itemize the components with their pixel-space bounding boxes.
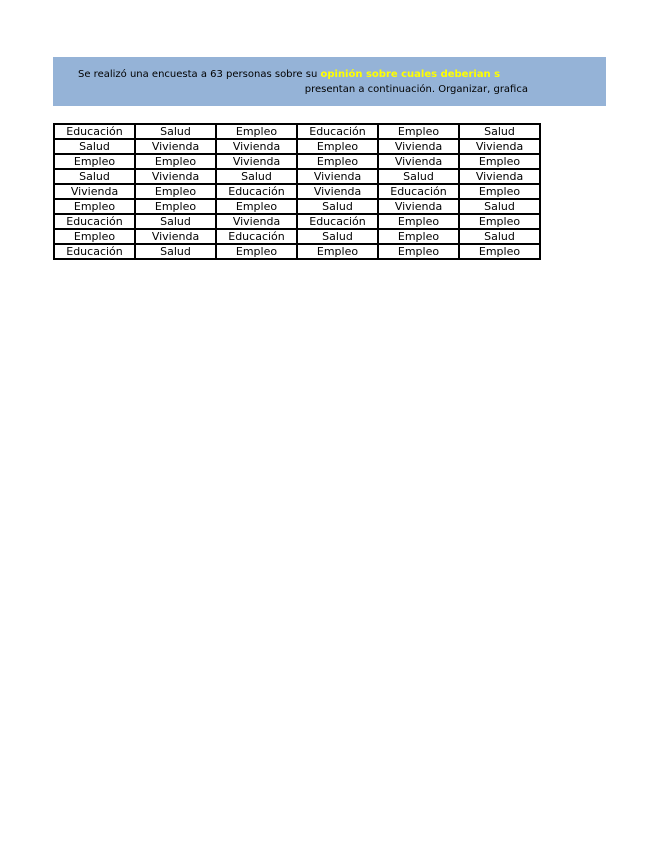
table-cell[interactable]: Salud: [459, 199, 540, 214]
table-row: [54, 229, 540, 244]
table-cell[interactable]: Empleo: [297, 139, 378, 154]
table-row: [54, 199, 540, 214]
table-cell[interactable]: Salud: [135, 214, 216, 229]
table-cell[interactable]: Vivienda: [459, 169, 540, 184]
table-cell[interactable]: Empleo: [459, 214, 540, 229]
banner-line-1-prefix: Se realizó una encuesta a 63 personas sobre su: [78, 69, 321, 80]
table-cell[interactable]: Vivienda: [135, 139, 216, 154]
table-cell[interactable]: Educación: [297, 214, 378, 229]
survey-responses-table: [53, 123, 541, 260]
table-cell[interactable]: Vivienda: [297, 184, 378, 199]
banner-line-1: [78, 68, 528, 81]
table-cell[interactable]: Educación: [378, 184, 459, 199]
table-row: [54, 214, 540, 229]
table-cell[interactable]: Empleo: [459, 244, 540, 259]
table-cell[interactable]: Empleo: [135, 184, 216, 199]
table-cell[interactable]: Educación: [216, 184, 297, 199]
table-cell[interactable]: Vivienda: [378, 154, 459, 169]
table-cell[interactable]: Vivienda: [378, 199, 459, 214]
table-cell[interactable]: Salud: [54, 169, 135, 184]
table-cell[interactable]: Salud: [378, 169, 459, 184]
table-cell[interactable]: Empleo: [216, 244, 297, 259]
table-cell[interactable]: Educación: [54, 214, 135, 229]
table-cell[interactable]: Vivienda: [378, 139, 459, 154]
table-cell[interactable]: Salud: [135, 244, 216, 259]
table-row: [54, 244, 540, 259]
table-cell[interactable]: Salud: [135, 124, 216, 139]
table-cell[interactable]: Vivienda: [216, 139, 297, 154]
table-cell[interactable]: Empleo: [297, 154, 378, 169]
table-row: [54, 154, 540, 169]
table-cell[interactable]: Salud: [297, 229, 378, 244]
table-cell[interactable]: Vivienda: [297, 169, 378, 184]
table-row: [54, 169, 540, 184]
table-row: [54, 124, 540, 139]
table-cell[interactable]: Empleo: [378, 214, 459, 229]
table-cell[interactable]: Vivienda: [216, 214, 297, 229]
table-cell[interactable]: Salud: [54, 139, 135, 154]
table-cell[interactable]: Vivienda: [459, 139, 540, 154]
table-cell[interactable]: Empleo: [135, 154, 216, 169]
table-cell[interactable]: Salud: [216, 169, 297, 184]
banner-line-1-highlight: opinión sobre cuales deberian s: [320, 69, 501, 80]
table-row: [54, 184, 540, 199]
table-cell[interactable]: Salud: [297, 199, 378, 214]
table-cell[interactable]: Empleo: [54, 154, 135, 169]
table-cell[interactable]: Empleo: [297, 244, 378, 259]
table-cell[interactable]: Salud: [459, 229, 540, 244]
table-cell[interactable]: Salud: [459, 124, 540, 139]
table-cell[interactable]: Empleo: [54, 229, 135, 244]
table-cell[interactable]: Empleo: [216, 199, 297, 214]
table-cell[interactable]: Educación: [54, 244, 135, 259]
table-cell[interactable]: Vivienda: [216, 154, 297, 169]
table-cell[interactable]: Educación: [297, 124, 378, 139]
table-cell[interactable]: Vivienda: [135, 229, 216, 244]
table-cell[interactable]: Empleo: [135, 199, 216, 214]
table-cell[interactable]: Empleo: [378, 124, 459, 139]
table-cell[interactable]: Empleo: [459, 184, 540, 199]
table-cell[interactable]: Empleo: [378, 244, 459, 259]
table-cell[interactable]: Educación: [54, 124, 135, 139]
table-cell[interactable]: Empleo: [459, 154, 540, 169]
table-cell[interactable]: Vivienda: [135, 169, 216, 184]
banner-line-2: presentan a continuación. Organizar, grafica: [304, 84, 528, 95]
instruction-banner: [53, 57, 606, 106]
table-cell[interactable]: Educación: [216, 229, 297, 244]
table-row: [54, 139, 540, 154]
table-cell[interactable]: Vivienda: [54, 184, 135, 199]
table-cell[interactable]: Empleo: [54, 199, 135, 214]
table-cell[interactable]: Empleo: [378, 229, 459, 244]
table-cell[interactable]: Empleo: [216, 124, 297, 139]
survey-table-body: [54, 124, 540, 259]
